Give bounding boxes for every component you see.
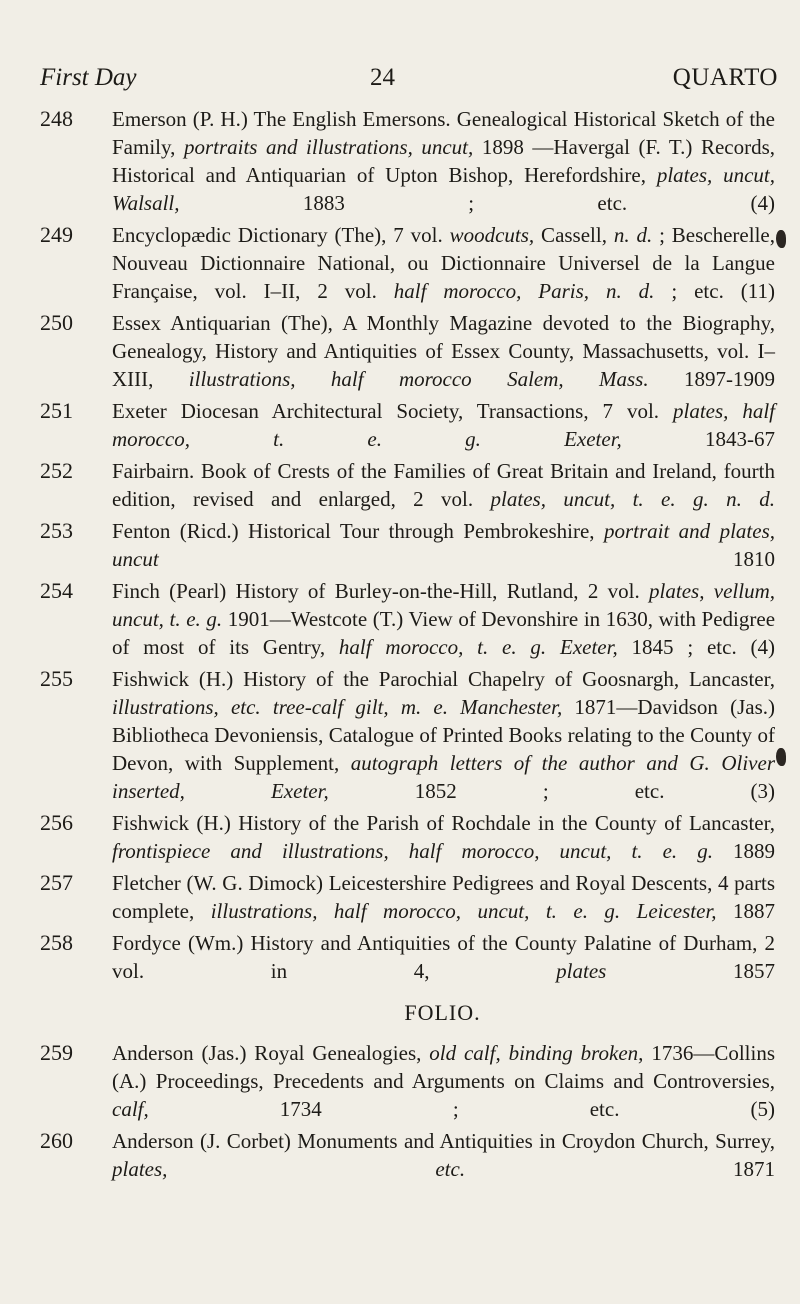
catalogue-entry [40,1127,775,1183]
lot-description [112,397,775,453]
roman-text: Fletcher (W. G. Dimock) Leicestershire Pedigrees and Royal Descents, 4 parts complete, [112,871,775,923]
italic-text: autograph letters of the author and G. Oliver inserted, Exeter, [112,751,775,803]
italic-text: plates, uncut, Walsall, [112,163,775,215]
page-number: 24 [370,64,395,91]
italic-text: calf, [112,1097,149,1121]
edge-blot [776,230,786,248]
lot-description [112,929,775,985]
roman-text: 1852 ; etc. (3) [328,779,776,803]
lot-description [112,309,775,393]
italic-text: half morocco, Paris, n. d. [393,279,655,303]
lot-number: 248 [40,106,73,131]
lot-number: 258 [40,930,73,955]
lot-number: 250 [40,310,73,335]
italic-text: plates, vellum, uncut, t. e. g. [112,579,775,631]
roman-text: 1898 —Havergal (F. T.) Records, Historical and Antiquarian of Upton Bishop, Herefordshire, [112,135,776,187]
quarto-lots [40,105,775,985]
italic-text: plates, etc. [112,1157,466,1181]
roman-text: 1889 [712,839,775,863]
roman-text: 1843-67 [621,427,775,451]
italic-text: illustrations, half morocco, uncut, t. e. g. Leicester, [210,899,717,923]
catalogue-entries [40,105,775,1187]
roman-text: Essex Antiquarian (The), A Monthly Magazine devoted to the Biography, Genealogy, History and Antiquities of Essex County, Massachusetts, vol. I–XIII, [112,311,775,391]
italic-text: portrait and plates, uncut [112,519,775,571]
roman-text: Encyclopædic Dictionary (The), 7 vol. [112,223,450,247]
italic-text: plates, half morocco, t. e. g. Exeter, [112,399,775,451]
roman-text: 1883 ; etc. (4) [179,191,775,215]
roman-text: ; Bescherelle, Nouveau Dictionnaire National, ou Dictionnaire Universel de la Langue Française, vol. I–II, 2 vol. [112,223,775,303]
roman-text: 1871 [465,1157,776,1181]
italic-text: portraits and illustrations, uncut, [183,135,474,159]
roman-text: ; etc. (11) [654,279,775,303]
header-format: QUARTO [672,64,778,91]
roman-text: 1887 [716,899,776,923]
roman-text: 1810 [158,547,775,571]
catalogue-entry [40,397,775,453]
roman-text: Cassell, [534,223,614,247]
lot-number: 254 [40,578,73,603]
lot-description [112,457,775,513]
italic-text: illustrations, half morocco Salem, Mass. [188,367,649,391]
catalogue-entry [40,221,775,305]
lot-description [112,869,775,925]
catalogue-entry [40,1039,775,1123]
roman-text: Fishwick (H.) History of the Parish of Rochdale in the County of Lancaster, [112,811,775,835]
italic-text: plates, uncut, t. e. g. n. d. [490,487,775,511]
roman-text: 1857 [606,959,776,983]
lot-number: 251 [40,398,73,423]
roman-text: 1736—Collins (A.) Proceedings, Precedents and Arguments on Claims and Controversies, [112,1041,775,1093]
roman-text: Anderson (J. Corbet) Monuments and Antiquities in Croydon Church, Surrey, [112,1129,775,1153]
roman-text: 1734 ; etc. (5) [148,1097,775,1121]
roman-text: 1901—Westcote (T.) View of Devonshire in 1630, with Pedigree of most of its Gentry, [112,607,776,659]
italic-text: illustrations, etc. tree-calf gilt, m. e. Manchester, [112,695,563,719]
catalogue-entry [40,309,775,393]
lot-description [112,221,775,305]
roman-text: Fishwick (H.) History of the Parochial Chapelry of Goosnargh, Lancaster, [112,667,775,691]
lot-number: 259 [40,1040,73,1065]
italic-text: woodcuts, [449,223,535,247]
catalogue-entry [40,517,775,573]
catalogue-entry [40,105,775,217]
lot-number: 260 [40,1128,73,1153]
edge-blot [776,748,786,766]
catalogue-entry [40,869,775,925]
roman-text: Finch (Pearl) History of Burley-on-the-Hill, Rutland, 2 vol. [112,579,650,603]
roman-text: 1845 ; etc. (4) [617,635,776,659]
italic-text: old calf, binding broken, [429,1041,644,1065]
lot-number: 253 [40,518,73,543]
italic-text: n. d. [613,223,653,247]
lot-description [112,1039,775,1123]
catalogue-entry [40,929,775,985]
header-day: First Day [40,64,137,91]
lot-number: 249 [40,222,73,247]
roman-text: Fairbairn. Book of Crests of the Families of Great Britain and Ireland, fourth edition, revised and enlarged, 2 vol. [112,459,775,511]
lot-number: 257 [40,870,73,895]
roman-text: Fordyce (Wm.) History and Antiquities of the County Palatine of Durham, 2 vol. in 4, [112,931,775,983]
catalogue-entry [40,577,775,661]
roman-text: 1871—Davidson (Jas.) Bibliotheca Devoniensis, Catalogue of Printed Books relating to the County of Devon, with Supplement, [112,695,775,775]
italic-text: frontispiece and illustrations, half morocco, uncut, t. e. g. [112,839,713,863]
roman-text: Fenton (Ricd.) Historical Tour through Pembrokeshire, [112,519,604,543]
catalogue-entry [40,457,775,513]
page-header [40,62,778,102]
catalogue-entry [40,809,775,865]
lot-description [112,105,775,217]
lot-description [112,517,775,573]
roman-text: Emerson (P. H.) The English Emersons. Genealogical Historical Sketch of the Family, [112,107,775,159]
lot-description [112,577,775,661]
lot-description [112,809,775,865]
lot-description [112,665,775,805]
lot-number: 252 [40,458,73,483]
italic-text: half morocco, t. e. g. Exeter, [338,635,618,659]
lot-number: 255 [40,666,73,691]
roman-text: 1897-1909 [648,367,775,391]
lot-description [112,1127,775,1183]
folio-lots [40,1039,775,1183]
roman-text: Anderson (Jas.) Royal Genealogies, [112,1041,430,1065]
section-title: FOLIO. [404,1000,481,1025]
italic-text: plates [556,959,607,983]
roman-text: Exeter Diocesan Architectural Society, Transactions, 7 vol. [112,399,673,423]
lot-number: 256 [40,810,73,835]
catalogue-entry [40,665,775,805]
